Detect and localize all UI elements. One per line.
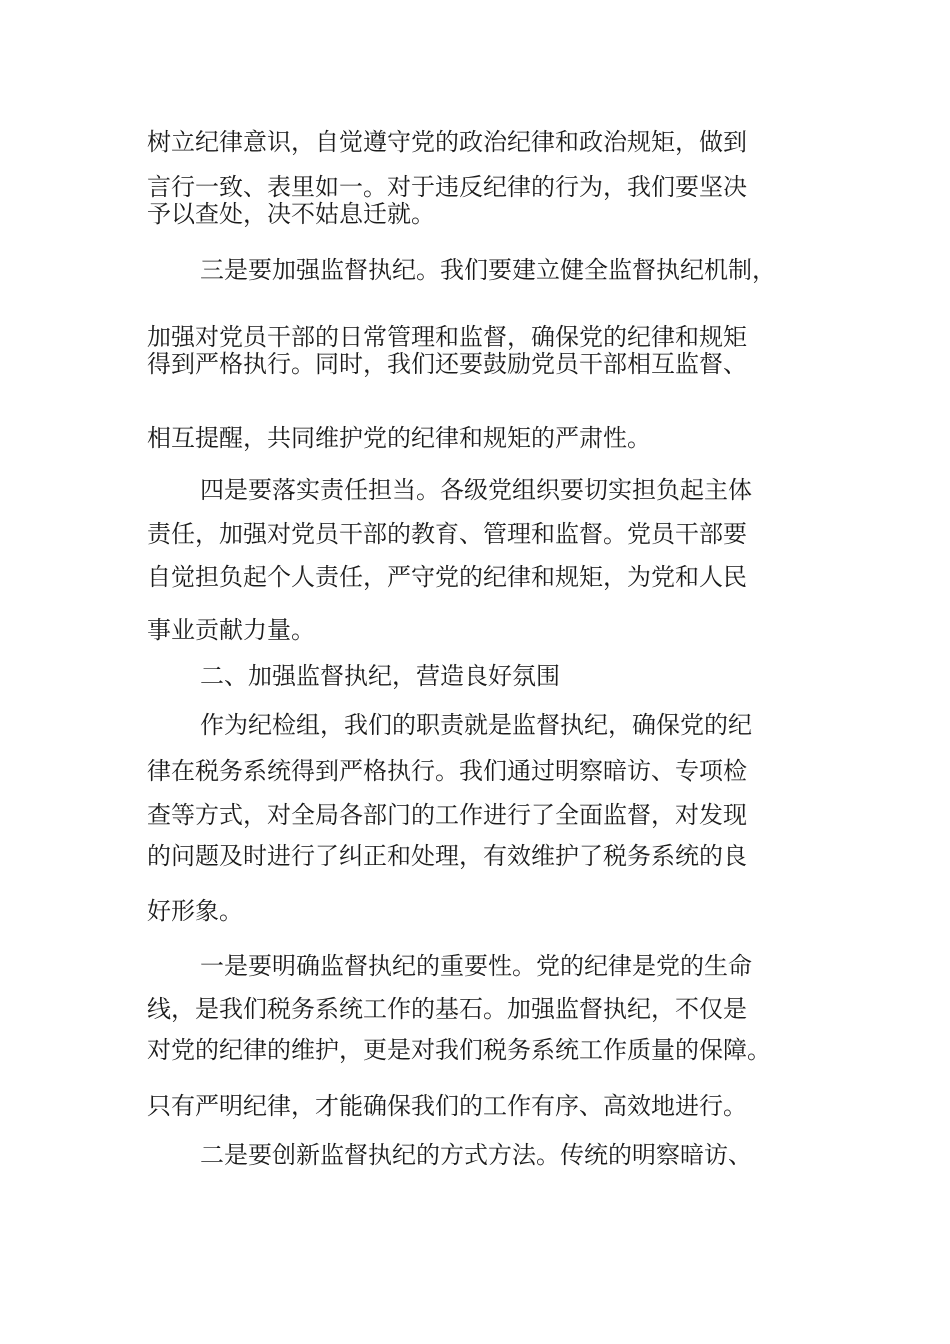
text-line: 责任，加强对党员干部的教育、管理和监督。党员干部要 — [147, 520, 747, 548]
paragraph-first-line: 二是要创新监督执纪的方式方法。传统的明察暗访、 — [200, 1141, 752, 1169]
text-line: 树立纪律意识，自觉遵守党的政治纪律和政治规矩，做到 — [147, 128, 747, 156]
paragraph-first-line: 三是要加强监督执纪。我们要建立健全监督执纪机制， — [200, 256, 776, 284]
text-line: 相互提醒，共同维护党的纪律和规矩的严肃性。 — [147, 424, 651, 452]
paragraph-first-line: 一是要明确监督执纪的重要性。党的纪律是党的生命 — [200, 952, 752, 980]
text-line: 律在税务系统得到严格执行。我们通过明察暗访、专项检 — [147, 757, 747, 785]
text-line: 对党的纪律的维护，更是对我们税务系统工作质量的保障。 — [147, 1036, 771, 1064]
text-line: 好形象。 — [147, 897, 243, 925]
text-line: 予以查处，决不姑息迁就。 — [147, 200, 435, 228]
text-line: 言行一致、表里如一。对于违反纪律的行为，我们要坚决 — [147, 173, 747, 201]
paragraph-first-line: 四是要落实责任担当。各级党组织要切实担负起主体 — [200, 476, 752, 504]
text-line: 的问题及时进行了纠正和处理，有效维护了税务系统的良 — [147, 842, 747, 870]
section-heading: 二、加强监督执纪，营造良好氛围 — [200, 662, 560, 690]
text-line: 查等方式，对全局各部门的工作进行了全面监督，对发现 — [147, 801, 747, 829]
paragraph-first-line: 作为纪检组，我们的职责就是监督执纪，确保党的纪 — [200, 711, 752, 739]
text-line: 线，是我们税务系统工作的基石。加强监督执纪，不仅是 — [147, 995, 747, 1023]
text-line: 事业贡献力量。 — [147, 616, 315, 644]
text-line: 得到严格执行。同时，我们还要鼓励党员干部相互监督、 — [147, 350, 747, 378]
text-line: 只有严明纪律，才能确保我们的工作有序、高效地进行。 — [147, 1092, 747, 1120]
text-line: 加强对党员干部的日常管理和监督，确保党的纪律和规矩 — [147, 323, 747, 351]
text-line: 自觉担负起个人责任，严守党的纪律和规矩，为党和人民 — [147, 563, 747, 591]
